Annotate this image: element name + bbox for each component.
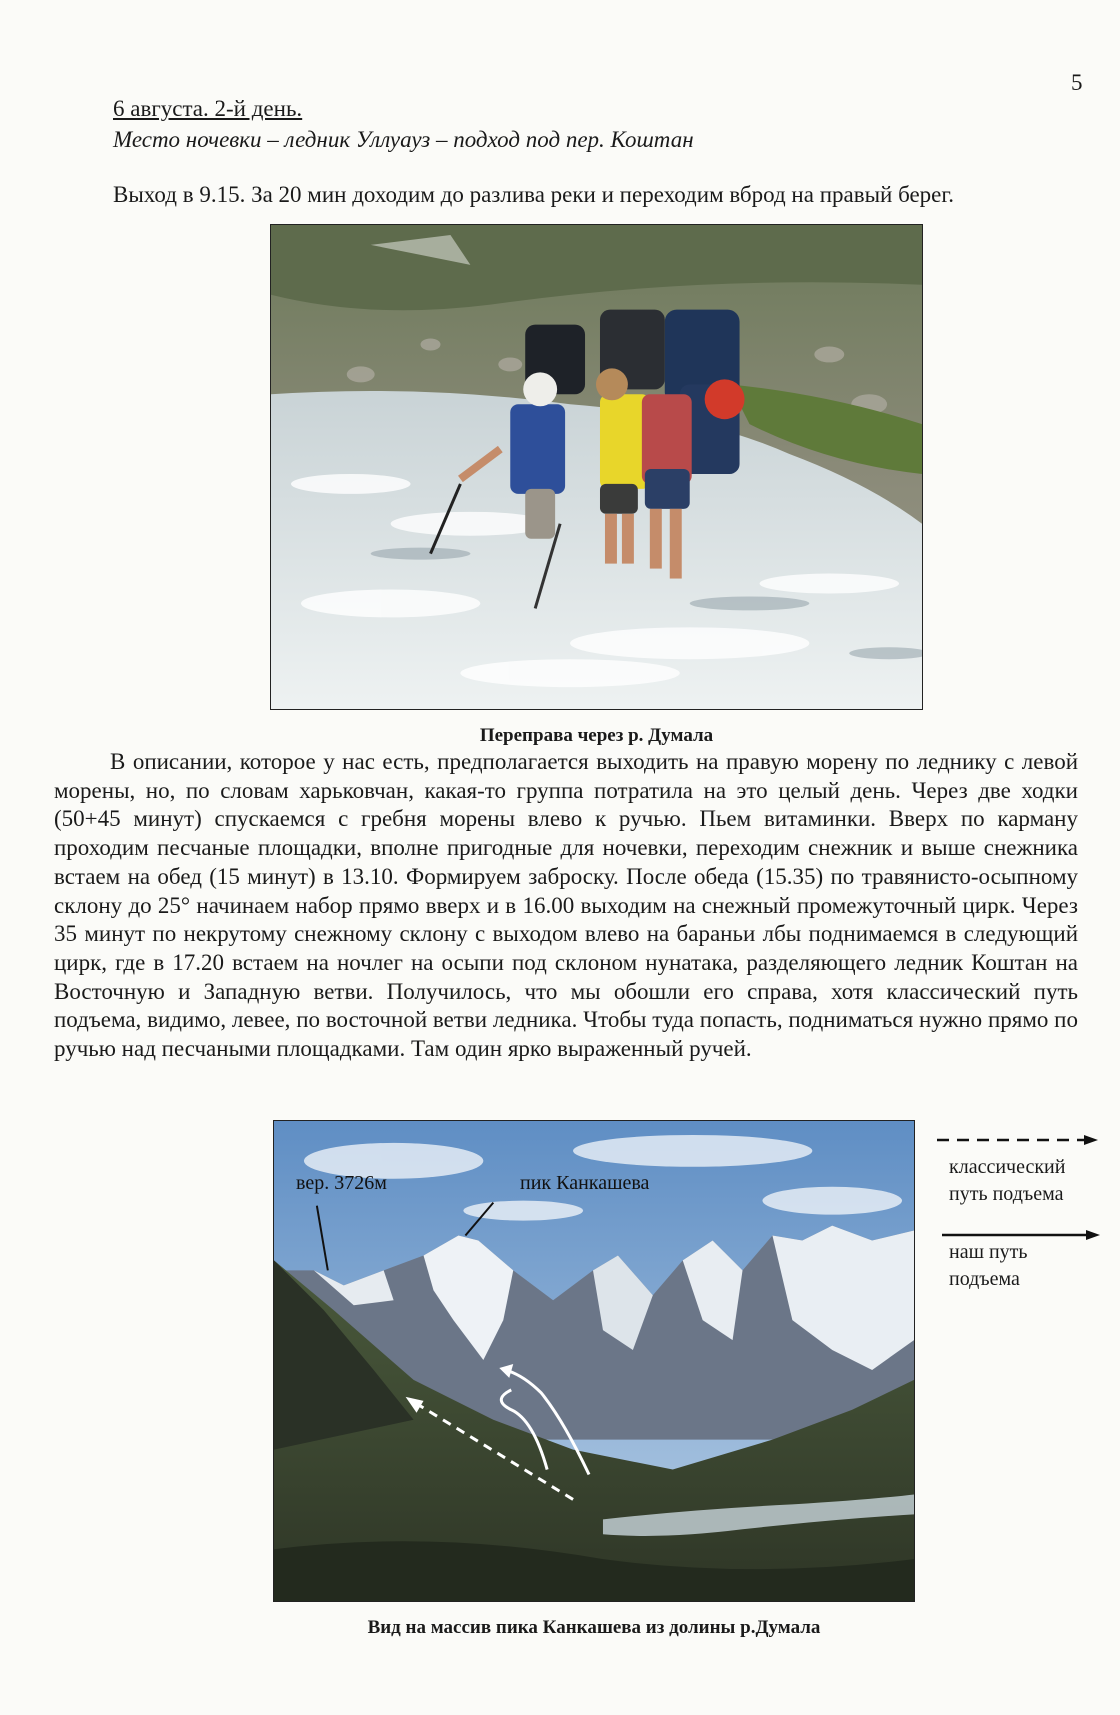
legend-classic-line1: классический <box>949 1156 1066 1178</box>
peak-height-label: вер. 3726м <box>296 1172 387 1194</box>
main-paragraph: В описании, которое у нас есть, предполагается выходить на правую морену по леднику с левой морены, но, по словам харьковчан, какая-то группа потратила на это целый день. Через две ходки (50+45 минут) спускаемся с гребня морены влево к ручью. Пьем витаминки. Вверх по карману проходим песчаные площадки, вполне пригодные для ночевки, переходим снежник и выше снежника встаем на обед (15 минут) в 13.10. Формируем заброску. После обеда (15.35) по травянисто-осыпному склону до 25° начинаем набор прямо вверх и в 16.00 выходим на снежный промежуточный цирк. Через 35 минут по некрутому снежному склону с выходом влево на бараньи лбы поднимаемся в следующий цирк, где в 17.20 встаем на ночлег на осыпи под склоном нунатака, разделяющего ледник Коштан на Восточную и Западную ветви. Получилось, что мы обошли его справа, хотя классический путь подъема, видимо, левее, по восточной ветви ледника. Чтобы туда попасть, подниматься нужно прямо по ручью над песчаными площадками. Там один ярко выраженный ручей. <box>54 749 1078 1062</box>
route-subtitle: Место ночевки – ледник Уллуауз – подход под пер. Коштан <box>113 127 694 152</box>
intro-paragraph: Выход в 9.15. За 20 мин доходим до разлива реки и переходим вброд на правый берег. <box>113 182 954 207</box>
page-number: 5 <box>1071 70 1083 95</box>
classic-route-dashed-arrow-icon <box>935 1133 1100 1147</box>
legend-ours-line2: подъема <box>949 1268 1020 1290</box>
legend-ours-line1: наш путь <box>949 1241 1028 1263</box>
main-paragraph-block <box>54 748 1078 1064</box>
peak-name-label: пик Канкашева <box>520 1172 650 1194</box>
date-heading: 6 августа. 2-й день. <box>113 96 303 121</box>
river-crossing-photo <box>270 224 923 710</box>
river-crossing-caption: Переправа через р. Думала <box>479 725 714 746</box>
legend-classic-line2: путь подъема <box>949 1183 1064 1205</box>
kankasheva-massif-caption: Вид на массив пика Канкашева из долины р.Думала <box>367 1617 821 1638</box>
